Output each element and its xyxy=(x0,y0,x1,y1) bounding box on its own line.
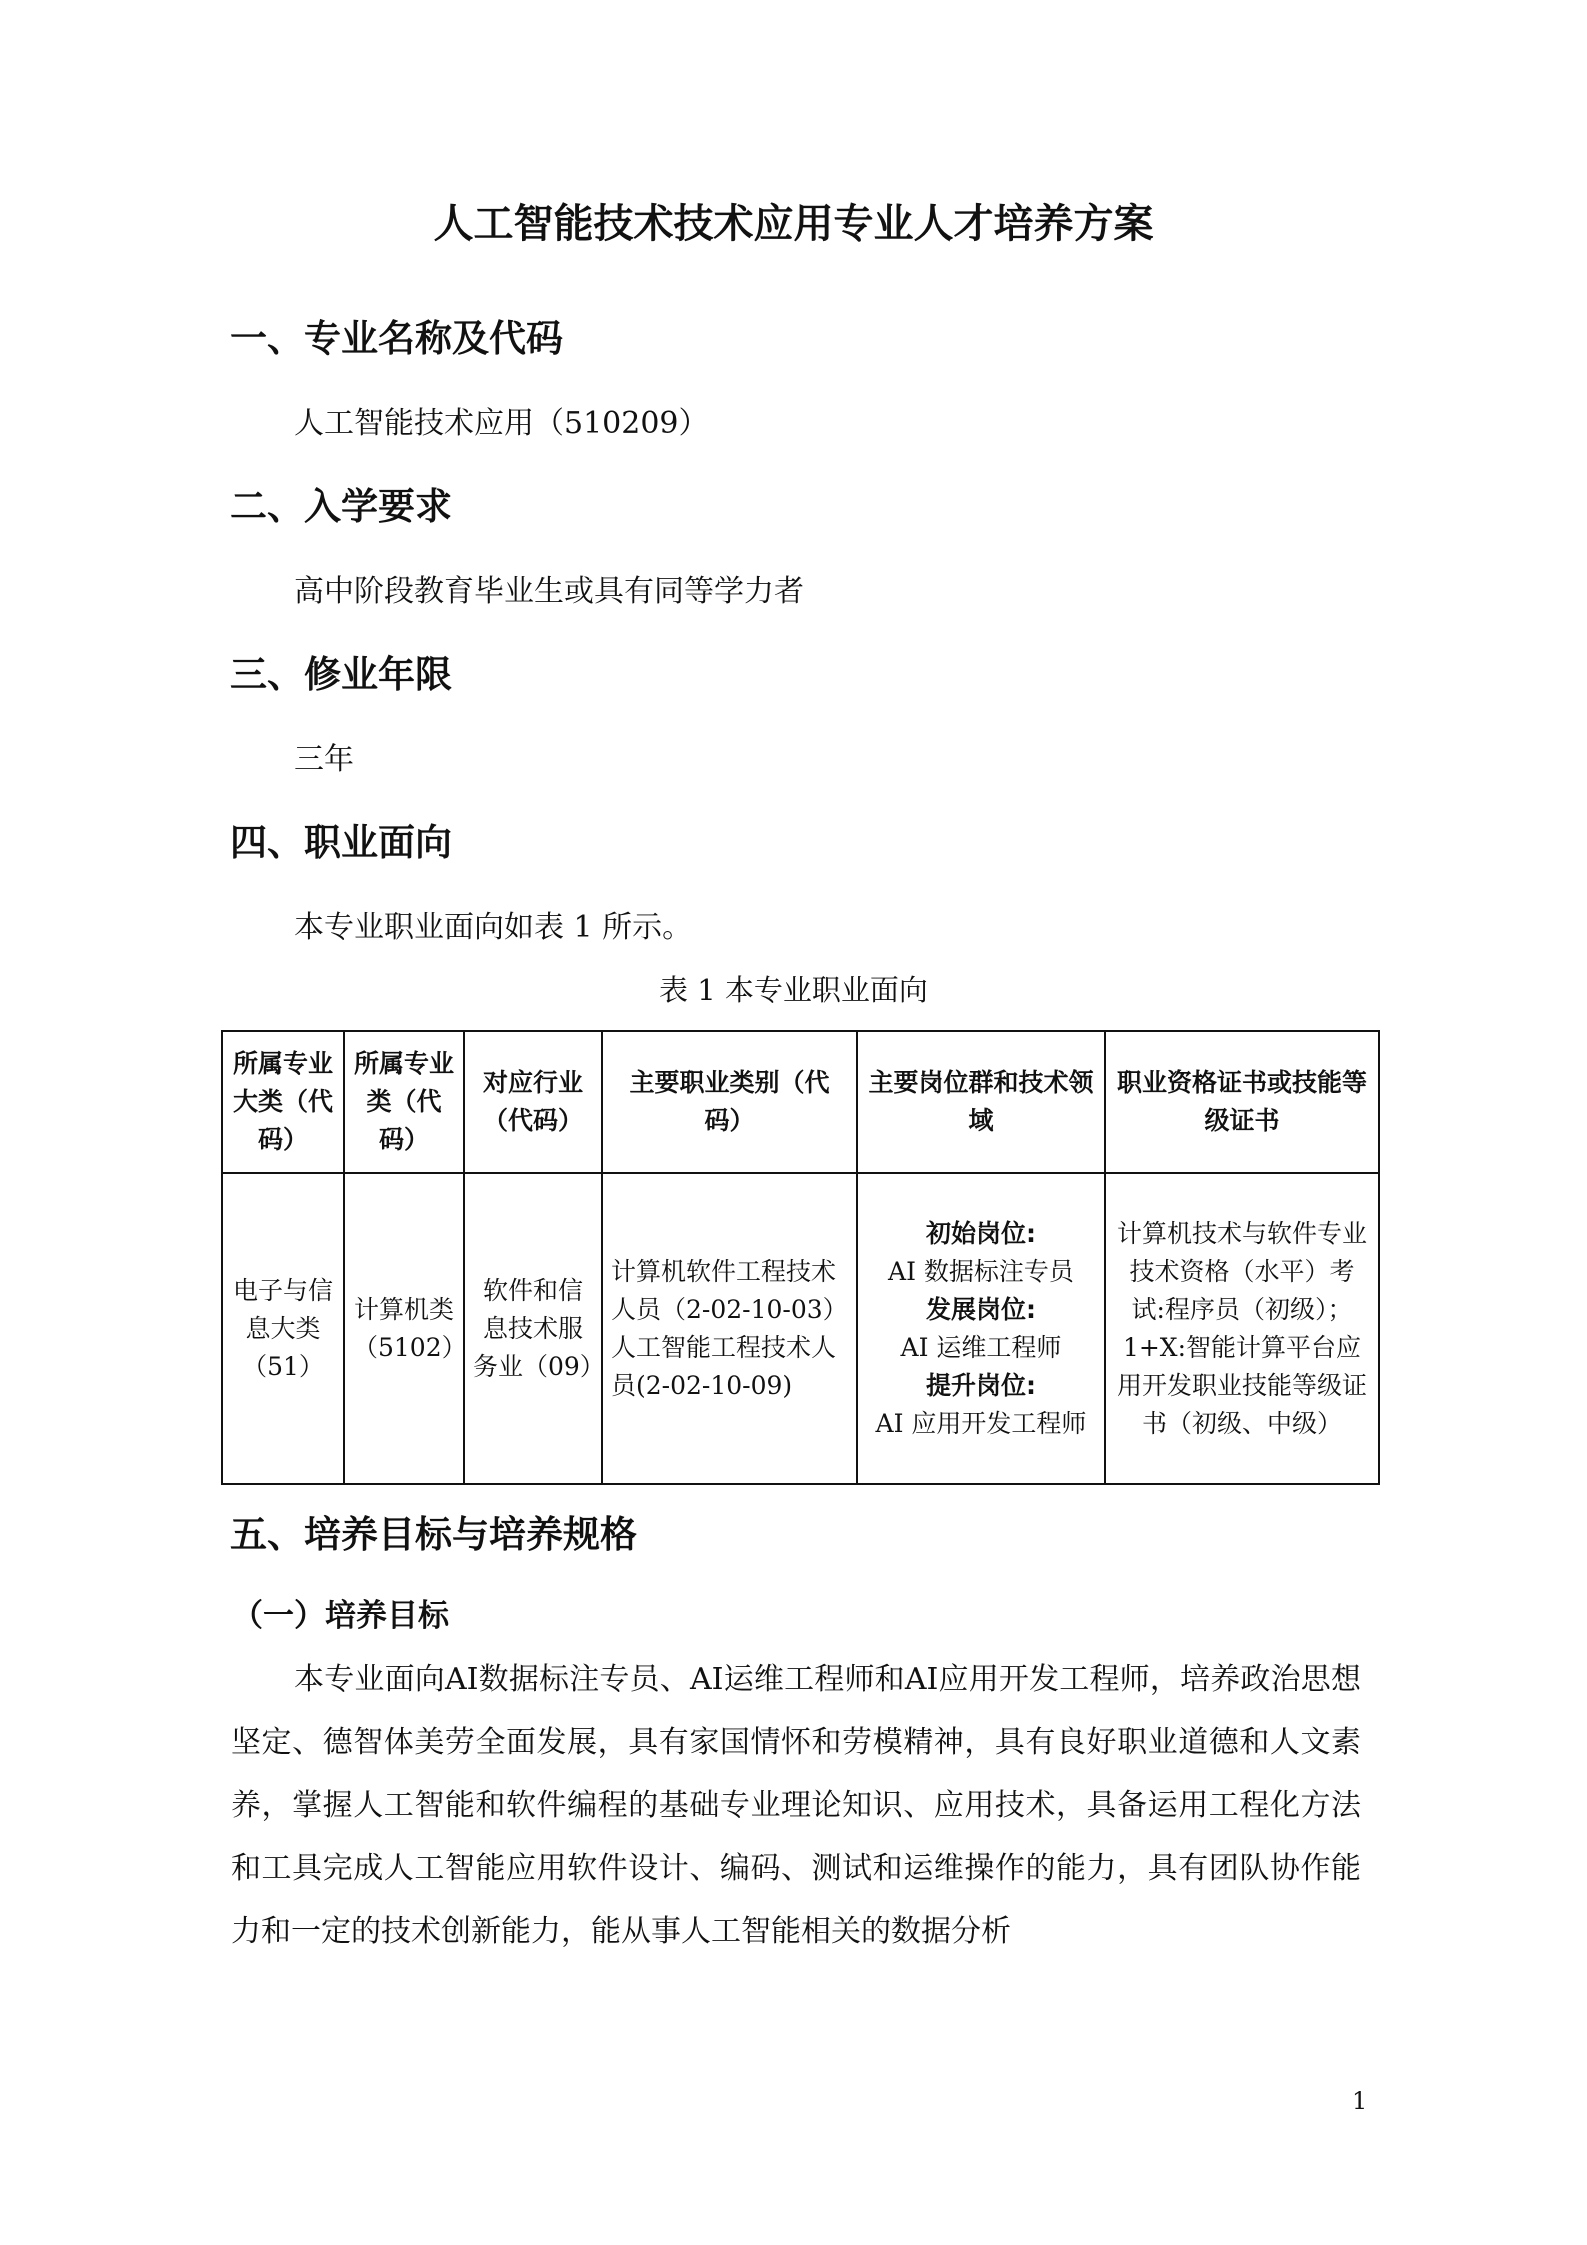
header-industry: 对应行业（代码） xyxy=(464,1031,602,1173)
section-heading-goals-specs: 五、培养目标与培养规格 xyxy=(230,1513,637,1556)
post-label-advanced: 提升岗位: xyxy=(926,1370,1036,1400)
document-title: 人工智能技术技术应用专业人才培养方案 xyxy=(433,201,1154,247)
cell-major-category: 电子与信息大类（51） xyxy=(222,1173,344,1484)
cell-posts xyxy=(857,1173,1105,1484)
header-major-category: 所属专业大类（代码） xyxy=(222,1031,344,1173)
post-value-advanced: AI 应用开发工程师 xyxy=(875,1408,1087,1438)
subsection-heading-goals: （一）培养目标 xyxy=(232,1598,449,1634)
table-header-row xyxy=(222,1031,1379,1173)
post-label-development: 发展岗位: xyxy=(926,1294,1036,1324)
post-value-development: AI 运维工程师 xyxy=(900,1332,1062,1362)
table-caption: 表 1 本专业职业面向 xyxy=(659,973,928,1007)
cell-certificates: 计算机技术与软件专业技术资格（水平）考试:程序员（初级）；1+X:智能计算平台应用开发职业技能等级证书（初级、中级） xyxy=(1105,1173,1379,1484)
career-table xyxy=(221,1030,1380,1485)
cell-major-class: 计算机类（5102） xyxy=(344,1173,464,1484)
page-number: 1 xyxy=(1352,2087,1368,2115)
section-heading-career: 四、职业面向 xyxy=(230,821,452,864)
header-major-class: 所属专业类（代码） xyxy=(344,1031,464,1173)
section-heading-admission: 二、入学要求 xyxy=(230,485,452,528)
section-heading-duration: 三、修业年限 xyxy=(230,653,452,696)
section-text-name-code: 人工智能技术应用（510209） xyxy=(294,406,709,441)
header-posts: 主要岗位群和技术领域 xyxy=(857,1031,1105,1173)
section-heading-name-code: 一、专业名称及代码 xyxy=(230,317,563,360)
section-text-career: 本专业职业面向如表 1 所示。 xyxy=(294,910,693,945)
table-row xyxy=(222,1173,1379,1484)
header-certificates: 职业资格证书或技能等级证书 xyxy=(1105,1031,1379,1173)
header-occupation: 主要职业类别（代码） xyxy=(602,1031,857,1173)
post-label-initial: 初始岗位: xyxy=(926,1218,1036,1248)
section-text-duration: 三年 xyxy=(294,742,354,777)
goals-paragraph: 本专业面向AI数据标注专员、AI运维工程师和AI应用开发工程师，培养政治思想坚定、德智体美劳全面发展，具有家国情怀和劳模精神，具有良好职业道德和人文素养，掌握人工智能和软件编程的基础专业理论知识、应用技术，具备运用工程化方法和工具完成人工智能应用软件设计、编码、测试和运维操作的能力，具有团队协作能力和一定的技术创新能力，能从事人工智能相关的数据分析 xyxy=(231,1662,1361,1949)
post-value-initial: AI 数据标注专员 xyxy=(888,1256,1074,1286)
section-text-admission: 高中阶段教育毕业生或具有同等学力者 xyxy=(294,574,804,609)
cell-occupation: 计算机软件工程技术人员（2-02-10-03）人工智能工程技术人员(2-02-10-09) xyxy=(602,1173,857,1484)
cell-industry: 软件和信息技术服务业（09） xyxy=(464,1173,602,1484)
